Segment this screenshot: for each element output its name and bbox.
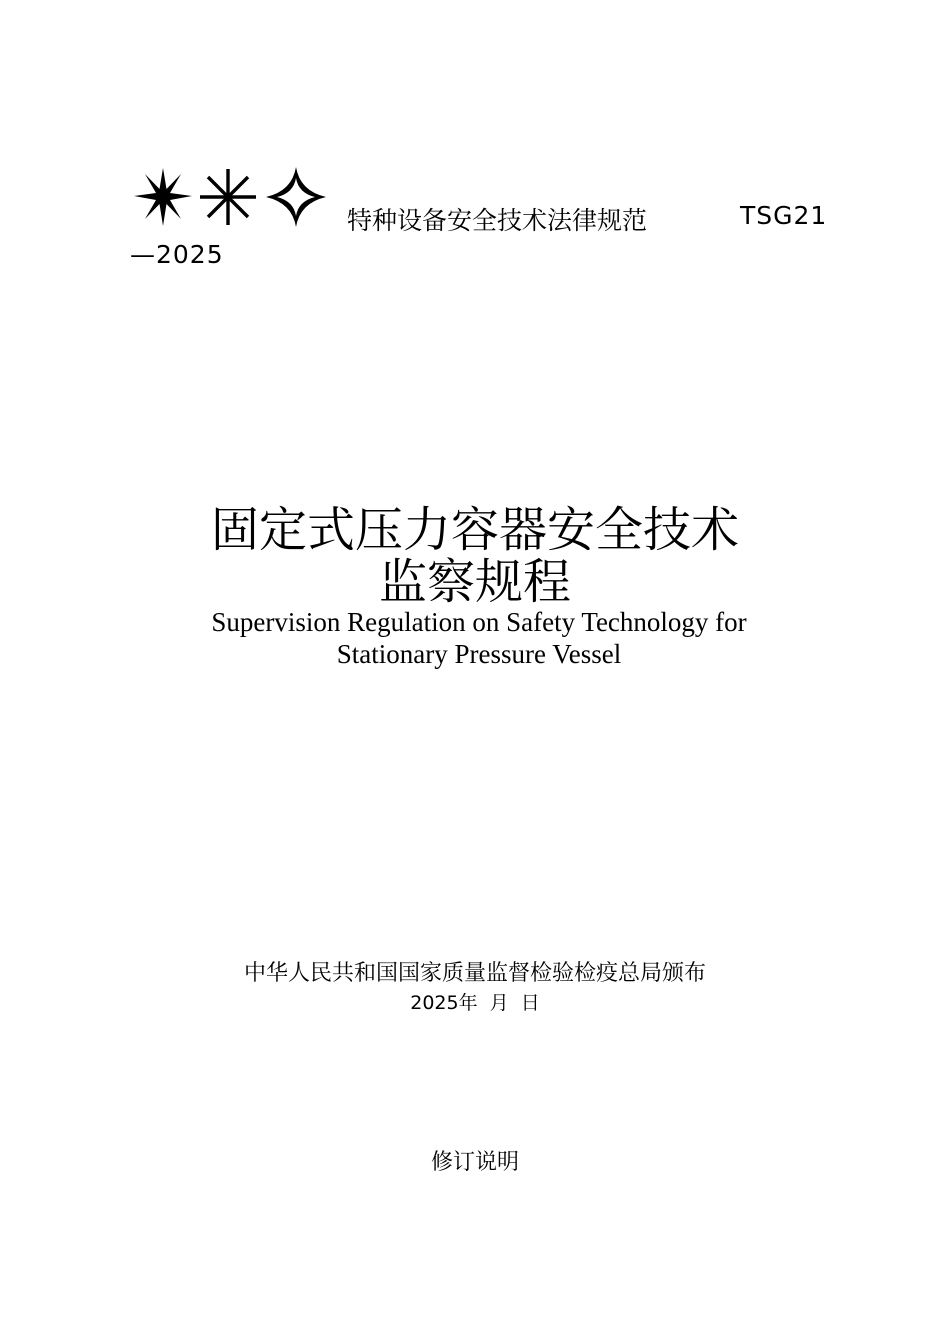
revision-heading: 修订说明 (430, 1150, 519, 1175)
regulation-year: —2025 (130, 240, 224, 269)
header-line (132, 166, 852, 235)
title-line-2: 监察规程 (378, 554, 571, 610)
issuing-authority: 中华人民共和国国家质量监督检验检疫总局颁布 (243, 961, 706, 986)
english-title-line-1: Supervision Regulation on Safety Technology for (211, 607, 747, 637)
english-title-line-2: Stationary Pressure Vessel (336, 639, 622, 669)
header-symbols (132, 166, 332, 228)
eight-point-star-icon (134, 168, 192, 226)
four-point-star-icon (266, 167, 326, 227)
asterisk-star-icon (200, 169, 256, 225)
title-line-1: 固定式压力容器安全技术 (210, 502, 739, 558)
regulation-category: 特种设备安全技术法律规范 (347, 206, 648, 235)
regulation-code: TSG21 (740, 201, 828, 230)
english-title (0, 606, 950, 670)
document-title (0, 504, 950, 608)
issue-date: 2025年 月 日 (410, 992, 540, 1014)
